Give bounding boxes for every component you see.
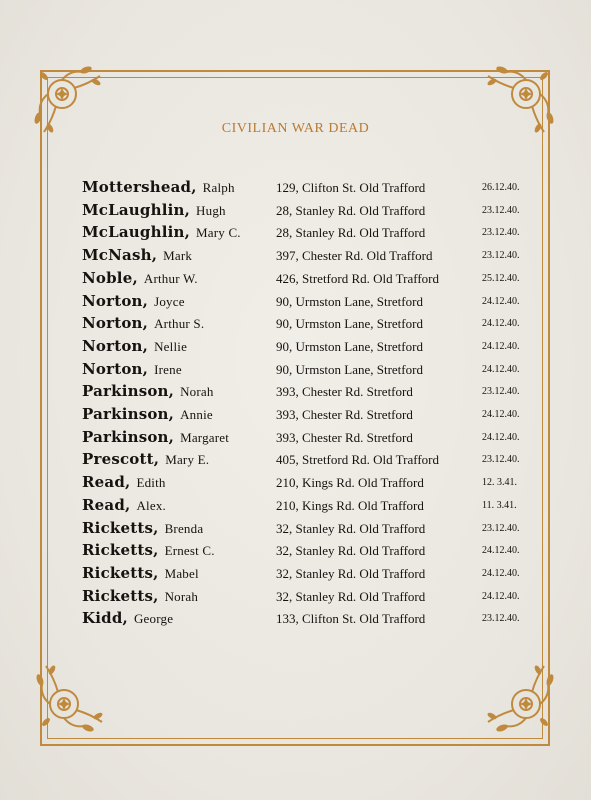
entry-surname <box>82 564 199 582</box>
entry-surname <box>82 360 182 378</box>
entry-date: 24.12.40. <box>482 318 520 330</box>
entry-date: 24.12.40. <box>482 363 520 375</box>
list-item <box>0 178 591 200</box>
entry-date: 23.12.40. <box>482 454 520 466</box>
entry-date: 24.12.40. <box>482 567 520 579</box>
entry-address: 32, Stanley Rd. Old Trafford <box>276 565 426 581</box>
entry-given-name: Norah <box>180 384 214 400</box>
entry-given-name: Alex. <box>136 497 166 513</box>
entry-surname-text: McNash, <box>82 246 158 265</box>
entry-address: 32, Stanley Rd. Old Trafford <box>276 520 426 536</box>
entry-address: 90, Urmston Lane, Stretford <box>276 361 423 377</box>
list-item <box>0 337 591 359</box>
entry-date: 24.12.40. <box>482 545 520 557</box>
entry-given-name: Mary E. <box>165 452 210 468</box>
list-item <box>0 428 591 450</box>
entry-given-name: Nellie <box>154 338 188 354</box>
entry-surname-text: Kidd, <box>82 609 128 628</box>
list-item <box>0 360 591 382</box>
list-item <box>0 292 591 314</box>
entry-surname <box>82 223 241 241</box>
entry-surname <box>82 269 198 287</box>
entry-surname-text: Ricketts, <box>82 518 159 537</box>
entry-address: 397, Chester Rd. Old Trafford <box>276 248 433 264</box>
entry-date: 24.12.40. <box>482 431 520 443</box>
entry-address: 133, Clifton St. Old Trafford <box>276 611 426 627</box>
entry-surname-text: Parkinson, <box>82 382 175 401</box>
entry-surname-text: Parkinson, <box>82 405 175 423</box>
entry-date: 24.12.40. <box>482 590 520 602</box>
entry-surname <box>82 405 213 423</box>
entry-surname <box>82 337 187 355</box>
entry-surname <box>82 519 203 537</box>
entry-given-name: Joyce <box>154 293 185 309</box>
entry-surname-text: Norton, <box>82 336 149 355</box>
floral-corner-ornament-icon <box>32 656 112 736</box>
list-item <box>0 519 591 541</box>
entry-surname-text: Mottershead, <box>82 178 197 196</box>
entry-given-name: Arthur S. <box>154 316 205 332</box>
entry-surname <box>82 314 204 332</box>
entry-surname-text: Ricketts, <box>82 563 159 582</box>
entry-address: 393, Chester Rd. Stretford <box>276 429 413 445</box>
entry-given-name: Ernest C. <box>164 543 215 559</box>
entry-given-name: Mabel <box>164 565 199 581</box>
entry-surname-text: Read, <box>82 473 131 492</box>
entry-address: 90, Urmston Lane, Stretford <box>276 338 423 354</box>
entry-address: 393, Chester Rd. Stretford <box>276 407 413 422</box>
entry-address: 393, Chester Rd. Stretford <box>276 384 413 400</box>
entry-surname <box>82 496 166 514</box>
floral-corner-ornament-icon <box>478 656 558 736</box>
entry-given-name: Brenda <box>164 520 204 536</box>
entry-surname-text: Norton, <box>82 291 149 310</box>
entry-given-name: Annie <box>180 407 213 422</box>
list-item <box>0 269 591 291</box>
list-item <box>0 246 591 268</box>
list-item <box>0 405 591 427</box>
entry-given-name: Edith <box>136 475 166 491</box>
entry-surname-text: Ricketts, <box>82 541 159 560</box>
entry-date: 25.12.40. <box>482 272 520 284</box>
entry-date: 23.12.40. <box>482 613 520 625</box>
entry-surname-text: McLaughlin, <box>82 200 191 219</box>
entry-date: 24.12.40. <box>482 409 520 420</box>
list-item <box>0 587 591 609</box>
entry-given-name: Mary C. <box>196 225 241 241</box>
entry-address: 210, Kings Rd. Old Trafford <box>276 475 424 491</box>
entry-surname <box>82 587 198 605</box>
list-item <box>0 223 591 245</box>
entry-surname <box>82 178 235 196</box>
entry-date: 24.12.40. <box>482 295 520 307</box>
entry-address: 28, Stanley Rd. Old Trafford <box>276 225 426 241</box>
entry-given-name: Mark <box>163 248 193 264</box>
entry-given-name: Irene <box>154 361 182 377</box>
list-item <box>0 473 591 495</box>
entry-address: 32, Stanley Rd. Old Trafford <box>276 543 426 559</box>
entry-given-name: Arthur W. <box>143 270 198 286</box>
entry-given-name: Norah <box>164 588 199 604</box>
entry-address: 405, Stretford Rd. Old Trafford <box>276 452 439 468</box>
entry-surname-text: Prescott, <box>82 450 160 469</box>
entry-surname <box>82 609 173 627</box>
entry-date: 26.12.40. <box>482 182 520 193</box>
entry-address: 426, Stretford Rd. Old Trafford <box>276 270 439 286</box>
entry-address: 90, Urmston Lane, Stretford <box>276 316 423 332</box>
entry-surname <box>82 201 226 219</box>
page-title: CIVILIAN WAR DEAD <box>221 121 370 136</box>
entry-given-name: Ralph <box>202 180 235 195</box>
entry-address: 129, Clifton St. Old Trafford <box>276 180 426 195</box>
list-item <box>0 201 591 223</box>
entry-date: 23.12.40. <box>482 522 520 534</box>
entry-surname-text: McLaughlin, <box>82 223 191 242</box>
list-item <box>0 382 591 404</box>
entry-address: 32, Stanley Rd. Old Trafford <box>276 588 426 604</box>
entry-date: 12. 3.41. <box>482 477 517 489</box>
entry-surname-text: Norton, <box>82 359 149 378</box>
entry-surname <box>82 246 192 264</box>
entry-given-name: Margaret <box>180 429 230 445</box>
entry-date: 23.12.40. <box>482 204 520 216</box>
entry-surname-text: Norton, <box>82 314 149 333</box>
entry-surname-text: Parkinson, <box>82 427 175 446</box>
entry-date: 24.12.40. <box>482 340 520 352</box>
entry-date: 11. 3.41. <box>482 499 517 511</box>
entry-date: 23.12.40. <box>482 227 520 239</box>
entry-given-name: George <box>133 611 174 627</box>
entry-address: 210, Kings Rd. Old Trafford <box>276 497 424 513</box>
entry-address: 90, Urmston Lane, Stretford <box>276 293 423 309</box>
list-item <box>0 609 591 631</box>
list-item <box>0 314 591 336</box>
entry-surname <box>82 541 215 559</box>
list-item <box>0 496 591 518</box>
entry-date: 23.12.40. <box>482 386 520 398</box>
entry-surname-text: Read, <box>82 495 131 514</box>
entry-surname <box>82 382 214 400</box>
entry-surname-text: Noble, <box>82 268 138 287</box>
entry-surname <box>82 292 185 310</box>
entry-address: 28, Stanley Rd. Old Trafford <box>276 202 426 218</box>
entry-surname-text: Ricketts, <box>82 586 159 605</box>
list-item <box>0 541 591 563</box>
entry-surname <box>82 473 166 491</box>
entry-surname <box>82 428 229 446</box>
entry-surname <box>82 450 209 468</box>
entry-given-name: Hugh <box>196 202 226 218</box>
entry-date: 23.12.40. <box>482 250 520 262</box>
list-item <box>0 450 591 472</box>
list-item <box>0 564 591 586</box>
